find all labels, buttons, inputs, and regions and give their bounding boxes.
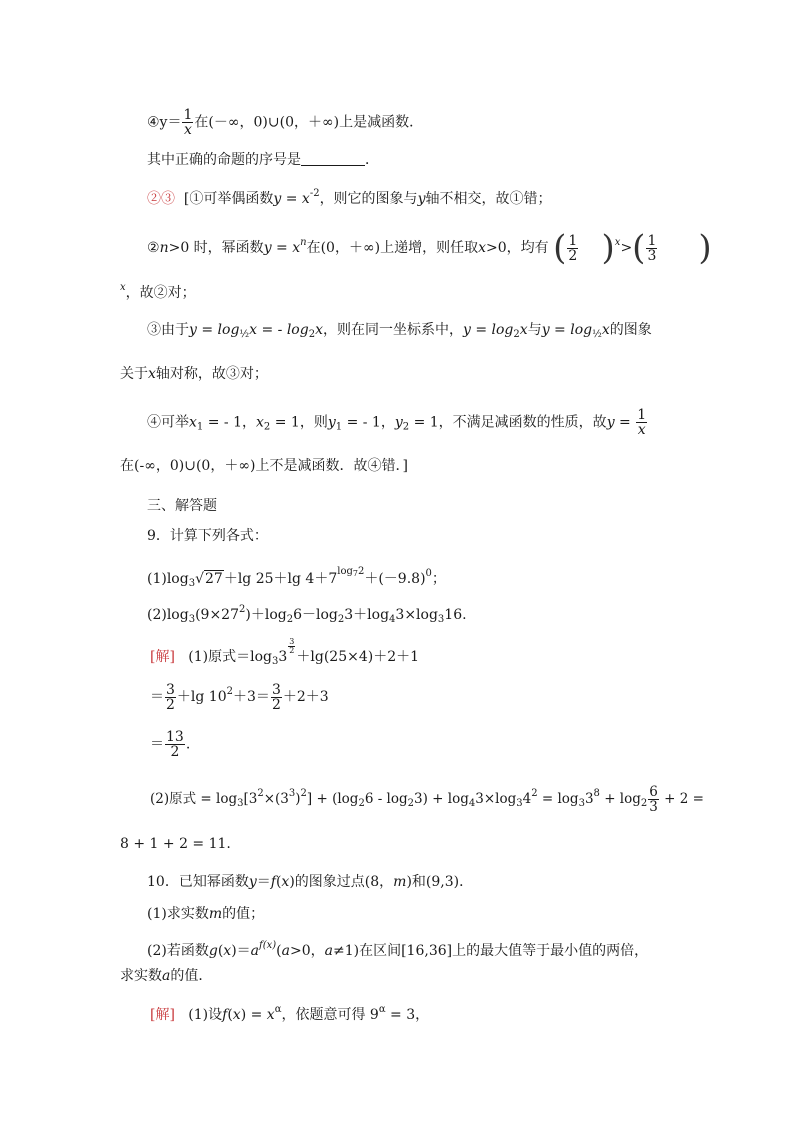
solution-tag: [解] <box>150 649 175 665</box>
left-paren: ( <box>632 228 646 268</box>
sol9-line-1: [解] (1)原式$=\log_33$ $\frac{3}{2}$ ＋lg(25×4)＋2＋1 <box>150 637 420 667</box>
answer-line-2: ②n>0 时，幂函数$y = x^n$在(0，＋∞)上递增，则任取x>0，均有 ( $\frac{1}{2}$ )$^x$>( $\frac{1}{3}$ ) <box>147 228 712 268</box>
fraction-3-over-2: $\frac{3}{2}$ <box>166 681 175 713</box>
fraction-13-over-2: $\frac{13}{2}$ <box>166 729 184 760</box>
q10-title: 10．已知幂函数y＝f(x)的图象过点(8，m)和(9,3)． <box>147 874 474 890</box>
answer-blank <box>301 151 365 166</box>
sqrt-sign: √ <box>195 571 204 587</box>
answer-key: ②③ <box>147 191 175 207</box>
answer-line-3b: 关于x轴对称，故③对； <box>120 366 268 382</box>
fraction-1-over-2: $\frac{1}{2}$ <box>568 232 578 264</box>
q10-part-2: (2)若函数$g(x)=a^{f(x)}(a>0$，a≠1)在区间[16,36]上的最大值等于最小值的两倍， <box>147 940 649 959</box>
sol9-line-4: (2)原式 = $\log_3[3^2\times(3^3)^2] + (\log_26 - \log_23) + \log_43\times\log_34^2 = \log_33^8 + \log_2$ $\frac{6}{3}$ + 2 = <box>150 784 704 815</box>
answer-line-1: ②③ [①可举偶函数$y = x^{-2}$，则它的图象与y轴不相交，故①错； <box>147 188 552 207</box>
q10-part-2b: 求实数a的值． <box>120 968 213 984</box>
solution-tag: [解] <box>150 1007 175 1023</box>
answer-line-3: ③由于$y = \log_{\frac{1}{2}}x$ = - $\log_2x$，则在同一坐标系中，$y = \log_2x$与$y = \log_{\frac{1}{2}}x$的图象 <box>147 322 652 340</box>
left-paren: ( <box>553 228 567 268</box>
item-4-text: 在(－∞，0)∪(0，＋∞)上是减函数． <box>194 114 424 131</box>
sol9-line-3: ＝ $\frac{13}{2}$ . <box>150 729 191 760</box>
item-4-line <box>147 108 423 137</box>
item-4-label: ④y＝ <box>147 114 182 131</box>
right-paren: ) <box>698 228 712 268</box>
q9-line-2: $(2)\log_3(9\times 27^2)+\log_26-\log_23+\log_43\times\log_316$. <box>147 604 467 625</box>
fraction-1-over-x: $\frac{1}{x}$ <box>183 107 193 138</box>
fraction-3-over-2: $\frac{3}{2}$ <box>271 681 281 713</box>
answer-line-4: ④可举$x_1$ = - 1，$x_2 = 1$，则$y_1$ = - 1，$y_2 = 1$，不满足减函数的性质，故y = $\frac{1}{x}$ <box>147 407 647 438</box>
sol9-line-5: 8 + 1 + 2 = 11. <box>120 836 231 852</box>
q10-part-1: (1)求实数m的值； <box>147 906 265 922</box>
section-title: 三、解答题 <box>147 498 217 514</box>
q9-title: 9．计算下列各式： <box>147 528 268 544</box>
fraction-6-over-3: $\frac{6}{3}$ <box>649 784 658 815</box>
fraction-1-over-3: $\frac{1}{3}$ <box>647 232 657 264</box>
answer-line-2b: $^x$，故②对； <box>120 282 196 301</box>
answer-line-4b: 在(‐∞，0)∪(0，＋∞)上不是减函数．故④错．] <box>120 458 408 474</box>
sol9-line-2: ＝ $\frac{3}{2}$ ＋lg $10^2+3=$ $\frac{3}{2}$ ＋2＋3 <box>150 681 329 713</box>
right-paren: ) <box>601 228 615 268</box>
exponent-fraction: $\frac{3}{2}$ <box>289 637 295 655</box>
fraction-1-over-x: $\frac{1}{x}$ <box>637 407 647 438</box>
q9-exponent: log72 <box>337 566 365 578</box>
q9-line-1: $(1)\log_3√27+\lg$ 25＋lg $4+7^{log_72}+(-9.8)^0$； <box>147 566 446 589</box>
sol10-line-1: [解] (1)设$f(x) = x^\alpha$，依题意可得 $9^\alpha = 3$， <box>150 1004 430 1023</box>
question-line: 其中正确的命题的序号是 ． <box>147 152 379 168</box>
